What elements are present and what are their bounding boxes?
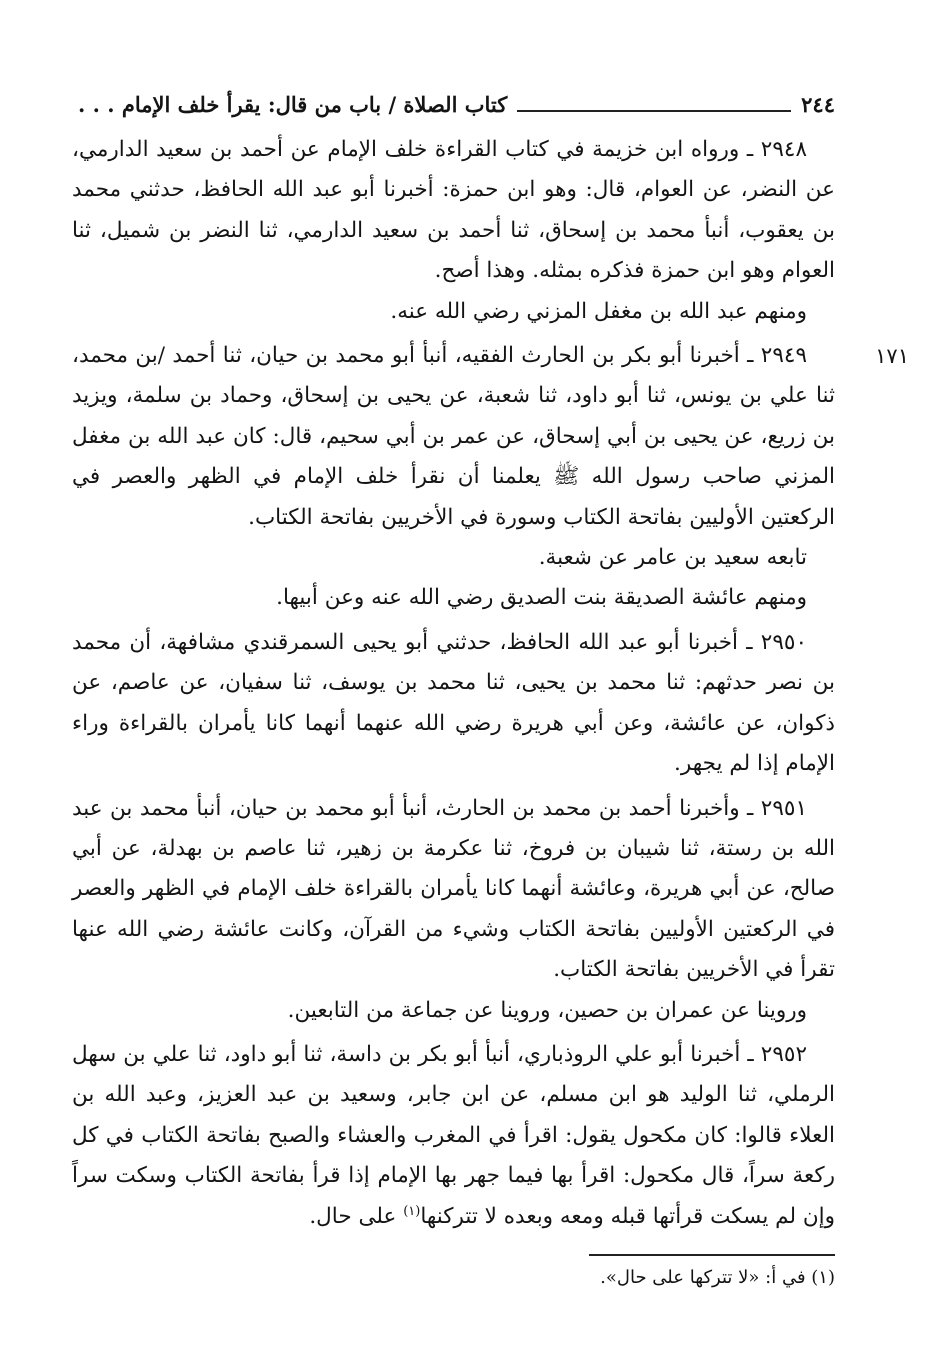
- running-title: كتاب الصلاة / باب من قال: يقرأ خلف الإمام . . .: [78, 91, 508, 117]
- footnote: (١) في أ: «لا تتركها على حال».: [600, 1267, 835, 1288]
- hadith-2950: ٢٩٥٠ ـ أخبرنا أبو عبد الله الحافظ، حدثني أبو يحيى السمرقندي مشافهة، أن محمد بن نصر حدثهم: ثنا محمد بن يحيى، ثنا محمد بن يوسف، ثنا سفيان، عن عاصم، عن ذكوان، عن عائشة، وعن أبي هريرة رضي الله عنهما أنهما كانا يأمران بالقراءة وراء الإمام إذا لم يجهر.: [72, 629, 835, 777]
- hadith-2948: ٢٩٤٨ ـ ورواه ابن خزيمة في كتاب القراءة خلف الإمام عن أحمد بن سعيد الدارمي، عن النضر، عن العوام، قال: وهو ابن حمزة: أخبرنا أبو عبد الله الحافظ، حدثني محمد بن يعقوب، أنبأ محمد بن إسحاق، ثنا أحمد بن سعيد الدارمي، ثنا النضر بن شميل، ثنا العوام وهو ابن حمزة فذكره بمثله. وهذا أصح.: [72, 137, 835, 284]
- narration-note: وروينا عن عمران بن حصين، وروينا عن جماعة من التابعين.: [287, 997, 807, 1023]
- section-note-aisha: ومنهم عائشة الصديقة بنت الصديق رضي الله عنه وعن أبيها.: [276, 585, 807, 611]
- hadith-2951: ٢٩٥١ ـ وأخبرنا أحمد بن محمد بن الحارث، أنبأ أبو محمد بن حيان، أنبأ محمد بن عبد الله بن رستة، ثنا شيبان بن فروخ، ثنا عكرمة بن زهير، ثنا عاصم بن بهدلة، عن أبي صالح، عن أبي هريرة، وعائشة أنهما كانا يأمران بالقراءة خلف الإمام في الظهر والعصر في الركعتين الأوليين بفاتحة الكتاب وشيء من القرآن، وكانت عائشة رضي الله عنها تقرأ في الأخريين بفاتحة الكتاب.: [72, 795, 835, 983]
- margin-page-reference: ١٧١: [875, 344, 909, 368]
- follow-up-note: تابعه سعيد بن عامر عن شعبة.: [538, 545, 807, 571]
- hadith-2952-tail: على حال.: [309, 1203, 404, 1229]
- footnote-separator: [589, 1254, 835, 1256]
- footnote-marker[interactable]: (١): [403, 1203, 421, 1219]
- header-rule: [517, 96, 791, 112]
- running-head: [78, 86, 835, 122]
- section-note-ibn-mughaffal: ومنهم عبد الله بن مغفل المزني رضي الله عنه.: [390, 298, 807, 324]
- hadith-2952-text: ٢٩٥٢ ـ أخبرنا أبو علي الروذباري، أنبأ أبو بكر بن داسة، ثنا أبو داود، ثنا علي بن سهل الرملي، ثنا الوليد هو ابن مسلم، عن ابن جابر، وسعيد بن عبد العزيز، وعبد الله بن العلاء قالوا: كان مكحول يقول: اقرأ في المغرب والعشاء والصبح بفاتحة الكتاب في كل ركعة سراً، قال مكحول: اقرأ بها فيما جهر بها الإمام إذا قرأ بفاتحة الكتاب وسكت سراً وإن لم يسكت قرأتها قبله ومعه وبعده لا تتركنها: [72, 1041, 835, 1229]
- hadith-2949: ٢٩٤٩ ـ أخبرنا أبو بكر بن الحارث الفقيه، أنبأ أبو محمد بن حيان، ثنا أحمد /بن محمد، ثنا علي بن يونس، ثنا أبو داود، ثنا شعبة، عن يحيى بن إسحاق، وحماد بن سلمة، ويزيد بن زريع، عن يحيى بن أبي إسحاق، عن عمر بن أبي سحيم، قال: كان عبد الله بن مغفل المزني صاحب رسول الله ﷺ يعلمنا أن نقرأ خلف الإمام في الظهر والعصر في الركعتين الأوليين بفاتحة الكتاب وسورة في الأخريين بفاتحة الكتاب.: [72, 343, 835, 530]
- hadith-2952: [72, 1035, 835, 1237]
- main-text: [72, 130, 835, 1237]
- page-number: ٢٤٤: [801, 91, 835, 117]
